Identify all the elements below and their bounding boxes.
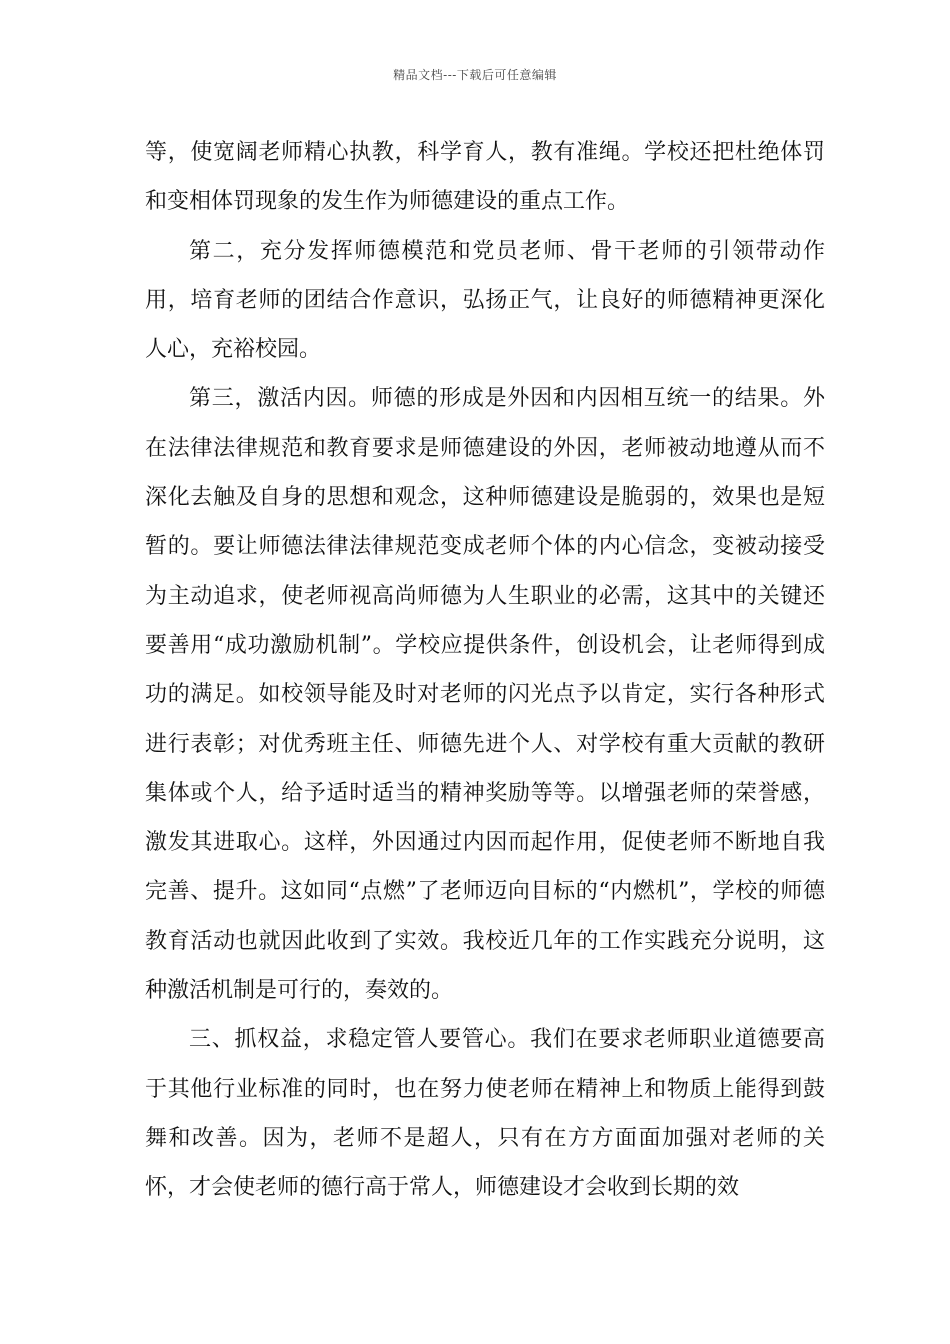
paragraph-third-point: 第三，激活内因。师德的形成是外因和内因相互统一的结果。外在法律法律规范和教育要求是师德建设的外因，老师被动地遵从而不深化去触及自身的思想和观念，这种师德建设是脆弱的，效果也是短暂的。要让师德法律法律规范变成老师个体的内心信念，变被动接受为主动追求，使老师视高尚师德为人生职业的必需，这其中的关键还要善用“成功激励机制”。学校应提供条件，创设机会，让老师得到成功的满足。如校领导能及时对老师的闪光点予以肯定，实行各种形式进行表彰；对优秀班主任、师德先进个人、对学校有重大贡献的教研集体或个人，给予适时适当的精神奖励等等。以增强老师的荣誉感，激发其进取心。这样，外因通过内因而起作用，促使老师不断地自我完善、提升。这如同“点燃”了老师迈向目标的“内燃机”，学校的师德教育活动也就因此收到了实效。我校近几年的工作实践充分说明，这种激活机制是可行的，奏效的。 — [145, 386, 825, 1004]
page-header: 精品文档---下载后可任意编辑 — [393, 68, 557, 82]
paragraph-second-point: 第二，充分发挥师德模范和党员老师、骨干老师的引领带动作用，培育老师的团结合作意识，弘扬正气，让良好的师德精神更深化人心，充裕校园。 — [145, 238, 825, 363]
paragraph-section-three: 三、抓权益，求稳定管人要管心。我们在要求老师职业道德要高于其他行业标准的同时，也在努力使老师在精神上和物质上能得到鼓舞和改善。因为，老师不是超人，只有在方方面面加强对老师的关怀，才会使老师的德行高于常人，师德建设才会收到长期的效 — [145, 1027, 825, 1201]
paragraph-continuation: 等，使宽阔老师精心执教，科学育人，教有准绳。学校还把杜绝体罚和变相体罚现象的发生作为师德建设的重点工作。 — [145, 140, 825, 215]
document-body — [145, 128, 825, 1213]
